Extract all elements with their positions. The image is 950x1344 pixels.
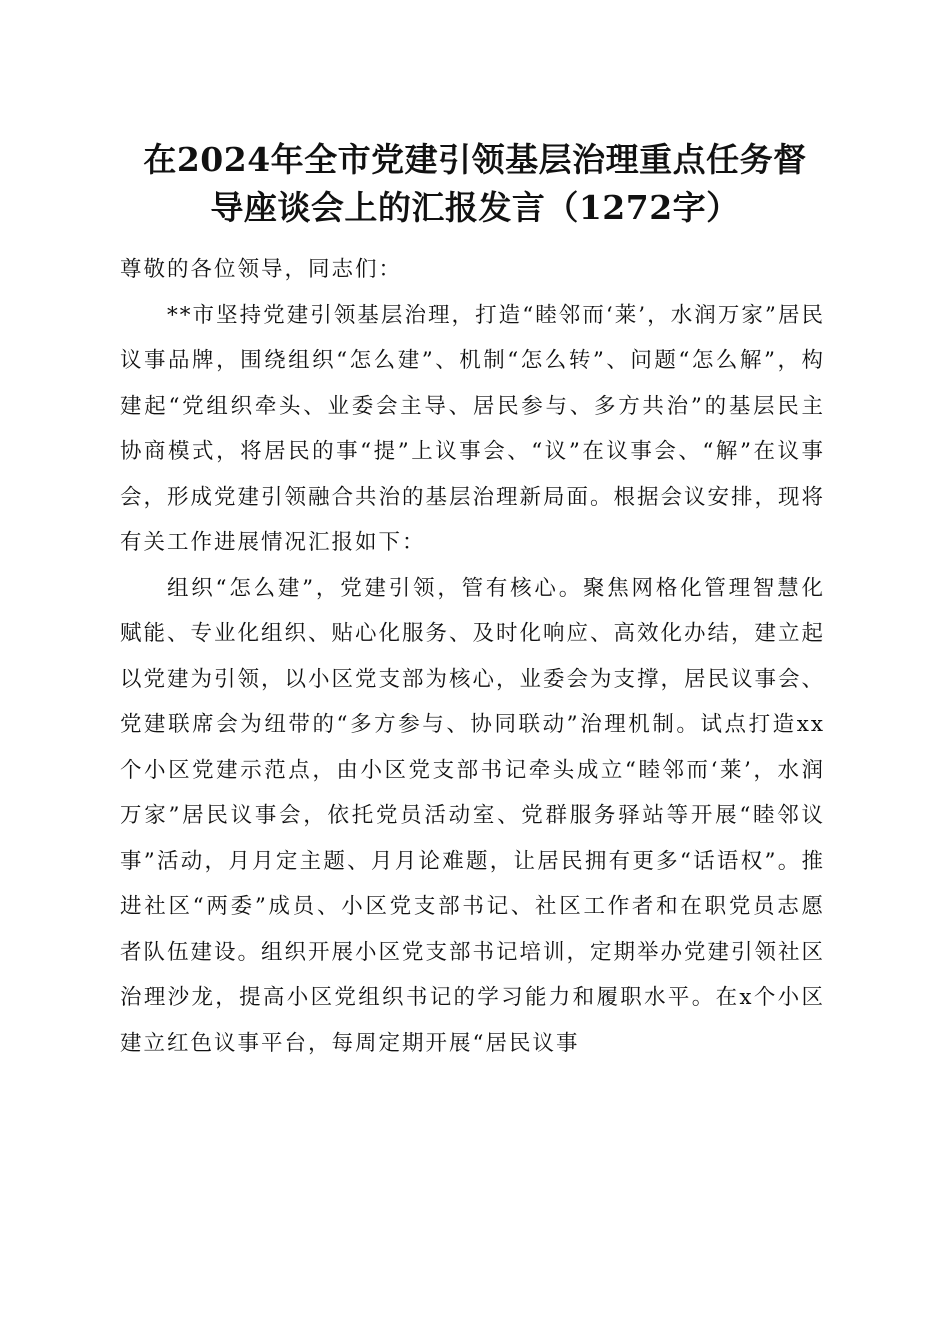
paragraph-organization: 组织“怎么建”，党建引领，管有核心。聚焦网格化管理智慧化赋能、专业化组织、贴心化服务、及时化响应、高效化办结，建立起以党建为引领，以小区党支部为核心，业委会为支撑，居民议事会、党建联席会为纽带的“多方参与、协同联动”治理机制。试点打造xx个小区党建示范点，由小区党支部书记牵头成立“睦邻而‘莱’，水润万家”居民议事会，依托党员活动室、党群服务驿站等开展“睦邻议事”活动，月月定主题、月月论难题，让居民拥有更多“话语权”。推进社区“两委”成员、小区党支部书记、社区工作者和在职党员志愿者队伍建设。组织开展小区党支部书记培训，定期举办党建引领社区治理沙龙，提高小区党组织书记的学习能力和履职水平。在x个小区建立红色议事平台，每周定期开展“居民议事: [120, 575, 826, 1056]
document-title: [100, 136, 850, 232]
document-body: [120, 247, 825, 1066]
title-line-2: 导座谈会上的汇报发言（1272字）: [210, 188, 740, 227]
salutation: 尊敬的各位领导，同志们：: [120, 257, 403, 282]
title-line-1: 在2024年全市党建引领基层治理重点任务督: [143, 140, 807, 179]
paragraph-intro: **市坚持党建引领基层治理，打造“睦邻而‘莱’，水润万家”居民议事品牌，围绕组织“怎么建”、机制“怎么转”、问题“怎么解”，构建起“党组织牵头、业委会主导、居民参与、多方共治”的基层民主协商模式，将居民的事“提”上议事会、“议”在议事会、“解”在议事会，形成党建引领融合共治的基层治理新局面。根据会议安排，现将有关工作进展情况汇报如下：: [120, 302, 826, 555]
